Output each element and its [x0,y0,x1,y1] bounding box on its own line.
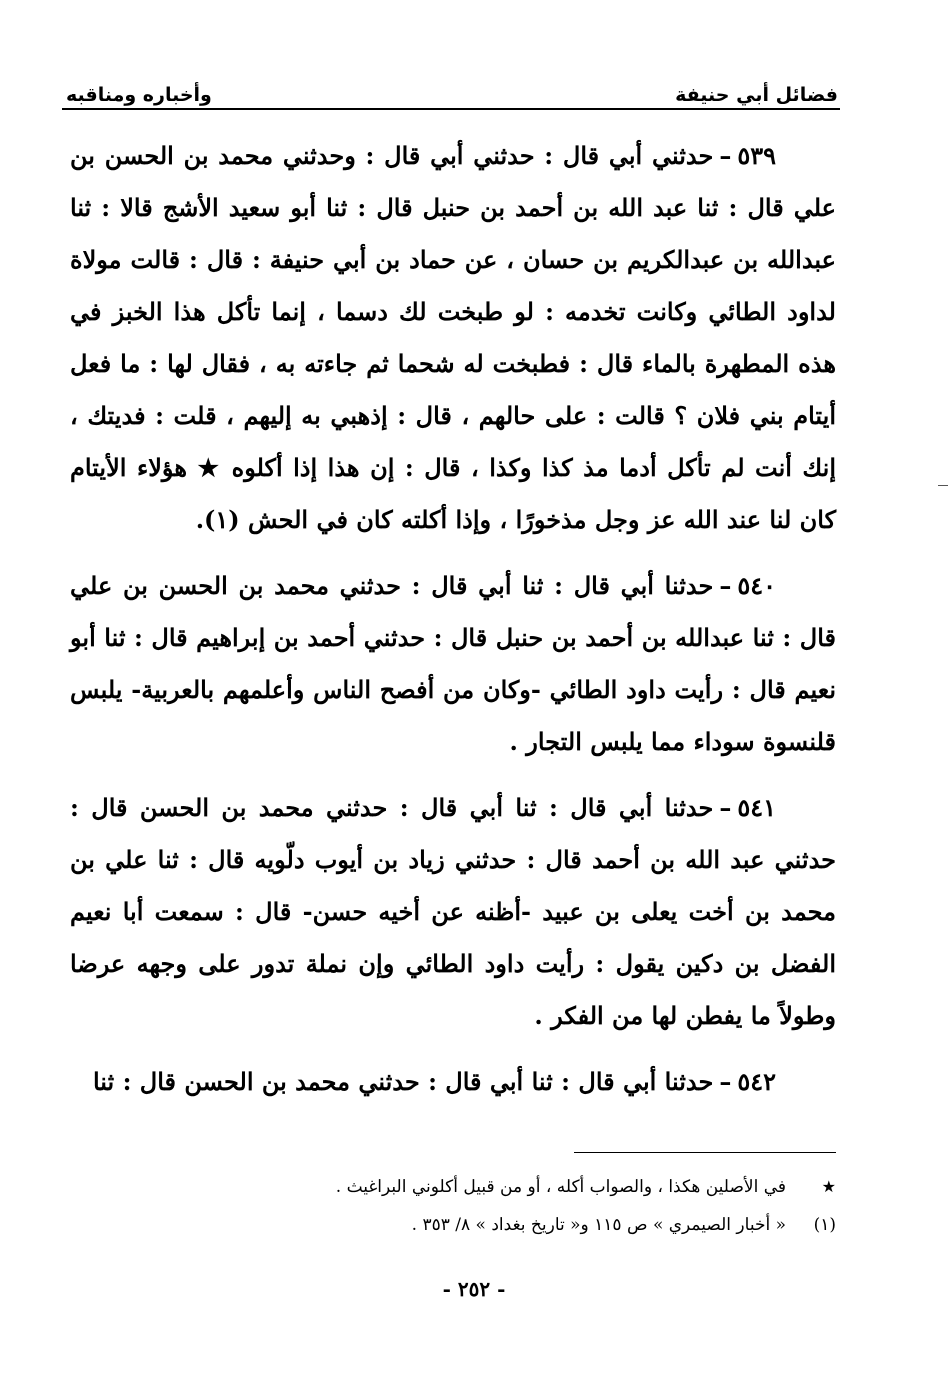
paragraph-text: حدثنا أبي قال : ثنا أبي قال : حدثني محمد بن الحسن بن علي قال : ثنا عبدالله بن أحمد بن حنبل قال : حدثني أحمد بن إبراهيم قال : ثنا أبو نعيم قال : رأيت داود الطائي -وكان من أفصح الناس وأعلمهم بالعربية- يلبس قلنسوة سوداء مما يلبس التجار . [70,571,836,756]
margin-mark [938,485,948,486]
paragraph-text: حدثنا أبي قال : ثنا أبي قال : حدثني محمد بن الحسن قال : ثنا [92,1067,714,1096]
paragraph-number: ٥٤٠ [737,571,776,600]
paragraph-number: ٥٤١ [737,793,776,822]
paragraph-number: ٥٣٩ [737,141,776,170]
paragraph-539 [70,130,836,546]
paragraph-542 [70,1056,836,1108]
footnote-star [70,1168,836,1206]
running-head [66,72,838,106]
paragraph-540 [70,560,836,768]
dash: – [719,1067,732,1096]
footnote-reference: (١). [195,505,240,534]
footnote-text: « أخبار الصيمري » ص ١١٥ و« تاريخ بغداد » ٨/ ٣٥٣ . [411,1215,786,1235]
footnote-separator [574,1152,836,1153]
paragraph-text: حدثنا أبي قال : ثنا أبي قال : حدثني محمد بن الحسن قال : حدثني عبد الله بن أحمد قال : حدثني زياد بن أيوب دلّويه قال : ثنا علي بن محمد بن أخت يعلى بن عبيد -أظنه عن أخيه حسن- قال : سمعت أبا نعيم الفضل بن دكين يقول : رأيت داود الطائي وإن نملة تدور على وجهه عرضا وطولاً ما يفطن لها من الفكر . [70,793,836,1030]
paragraph-541 [70,782,836,1042]
book-title: فضائل أبي حنيفة [675,84,838,106]
dash: – [719,793,732,822]
paragraph-text: حدثني أبي قال : حدثني أبي قال : وحدثني محمد بن الحسن بن علي قال : ثنا عبد الله بن أحمد بن حنبل قال : ثنا أبو سعيد الأشج قالا : ثنا عبدالله بن عبدالكريم بن حسان ، عن حماد بن أبي حنيفة : قال : قالت مولاة لداود الطائي وكانت تخدمه : لو طبخت لك دسما ، إنما تأكل هذا الخبز في هذه المطهرة بالماء قال : فطبخت له شحما ثم جاءته به ، فقال لها : ما فعل أيتام بني فلان ؟ قالت : على حالهم ، قال : إذهبي به إليهم ، قلت : فديتك ، إنك أنت لم تأكل أدما مذ كذا وكذا ، قال : إن هذا إذا أكلوه ★ هؤلاء الأيتام كان لنا عند الله عز وجل مذخورًا ، وإذا أكلته كان في الحش [70,141,837,534]
dash: – [719,141,732,170]
footnote-text: في الأصلين هكذا ، والصواب أكله ، أو من قبيل أكلوني البراغيث . [335,1177,786,1197]
footnotes [70,1168,836,1244]
paragraph-number: ٥٤٢ [737,1067,776,1096]
dash: – [719,571,732,600]
footnote-marker: (١) [813,1215,836,1235]
main-text [70,130,836,1108]
header-rule [62,108,840,110]
star-icon: ★ [821,1177,836,1196]
footnote-1 [70,1206,836,1244]
page-number: - ٢٥٢ - [442,1277,506,1301]
section-title: وأخباره ومناقبه [66,84,212,106]
